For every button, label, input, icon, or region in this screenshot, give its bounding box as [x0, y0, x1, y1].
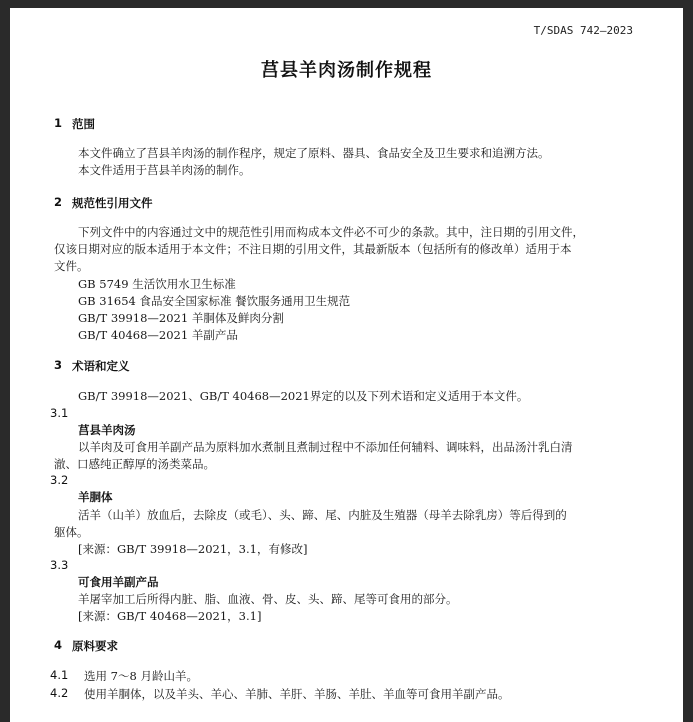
- section-3-title: 术语和定义: [72, 359, 130, 373]
- term-3-1-number: 3.1: [50, 406, 69, 420]
- section-1-para-2: 本文件适用于莒县羊肉汤的制作。: [78, 163, 251, 177]
- standard-number: T/SDAS 742—2023: [533, 24, 633, 37]
- document-title: 莒县羊肉汤制作规程: [261, 60, 432, 81]
- term-3-1-title: 莒县羊肉汤: [78, 423, 136, 437]
- section-2-para-line-2: 仅该日期对应的版本适用于本文件；不注日期的引用文件，其最新版本（包括所有的修改单）适用于本: [54, 242, 572, 256]
- term-3-3-number: 3.3: [50, 558, 69, 572]
- term-3-2-definition-line-2: 躯体。: [54, 525, 89, 539]
- term-3-3-title: 可食用羊副产品: [78, 575, 159, 589]
- section-4-title: 原料要求: [72, 639, 118, 653]
- section-2-title: 规范性引用文件: [72, 196, 153, 210]
- section-2-number: 2: [54, 195, 63, 209]
- reference-item: GB/T 40468—2021 羊副产品: [78, 328, 238, 342]
- term-3-3-source: [来源：GB/T 40468—2021，3.1]: [78, 609, 262, 623]
- section-3-intro: GB/T 39918—2021、GB/T 40468—2021界定的以及下列术语和定义适用于本文件。: [78, 389, 529, 403]
- term-3-2-source: [来源：GB/T 39918—2021，3.1，有修改]: [78, 542, 308, 556]
- term-3-2-title: 羊胴体: [78, 490, 113, 504]
- section-2-para-line-3: 文件。: [54, 259, 89, 273]
- term-3-1-definition-line-1: 以羊肉及可食用羊副产品为原料加水煮制且煮制过程中不添加任何辅料、调味料，出品汤汁乳白清: [78, 440, 573, 454]
- section-3-number: 3: [54, 358, 63, 372]
- clause-4-1-text: 选用 7～8 月龄山羊。: [84, 669, 198, 683]
- clause-4-1-number: 4.1: [50, 668, 69, 682]
- document-page: [10, 8, 683, 722]
- term-3-2-definition-line-1: 活羊（山羊）放血后，去除皮（或毛）、头、蹄、尾、内脏及生殖器（母羊去除乳房）等后得到的: [78, 508, 567, 522]
- section-4-number: 4: [54, 638, 63, 652]
- clause-4-2-text: 使用羊胴体，以及羊头、羊心、羊肺、羊肝、羊肠、羊肚、羊血等可食用羊副产品。: [84, 687, 510, 701]
- term-3-3-definition: 羊屠宰加工后所得内脏、脂、血液、骨、皮、头、蹄、尾等可食用的部分。: [78, 592, 458, 606]
- section-1-number: 1: [54, 116, 63, 130]
- term-3-1-definition-line-2: 澈、口感纯正醇厚的汤类菜品。: [54, 457, 215, 471]
- reference-item: GB/T 39918—2021 羊胴体及鲜肉分割: [78, 311, 284, 325]
- section-2-para-line-1: 下列文件中的内容通过文中的规范性引用而构成本文件必不可少的条款。其中，注日期的引用文件，: [78, 225, 584, 239]
- section-1-title: 范围: [72, 117, 95, 131]
- reference-item: GB 5749 生活饮用水卫生标准: [78, 277, 236, 291]
- section-1-para-1: 本文件确立了莒县羊肉汤的制作程序，规定了原料、器具、食品安全及卫生要求和追溯方法。: [78, 146, 550, 160]
- reference-item: GB 31654 食品安全国家标准 餐饮服务通用卫生规范: [78, 294, 351, 308]
- clause-4-2-number: 4.2: [50, 686, 69, 700]
- term-3-2-number: 3.2: [50, 473, 69, 487]
